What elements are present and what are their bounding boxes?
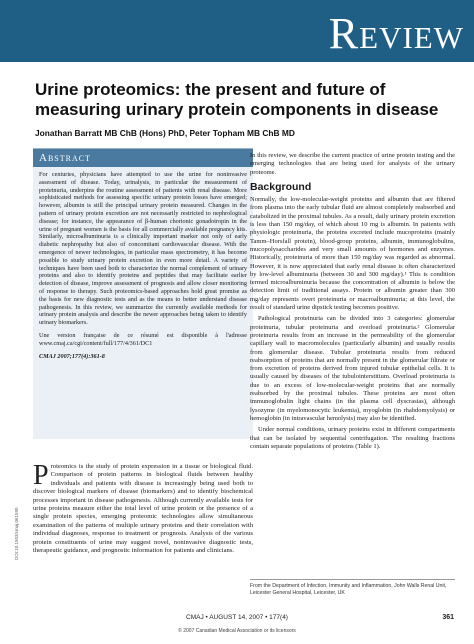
affiliation-divider	[250, 579, 455, 580]
background-paragraph-3: Under normal conditions, urinary proteins exist in different compartments that can be isolated by sequential centrifugation. The resulting fractions contain separate populations of proteins (Table 1).	[250, 426, 455, 450]
article-authors: Jonathan Barratt MB ChB (Hons) PhD, Peter Topham MB ChB MD	[35, 128, 295, 138]
background-paragraph-1: Normally, the low-molecular-weight proteins and albumin that are filtered from plasma into the early tubular fluid are almost completely reabsorbed and catabolized in the proximal tubules. As a result, daily urinary protein excretion is less than 150 mg/day, of which about 10 mg is albumin. In patients with physiologic proteinuria, the proteins excreted include mucoproteins (mainly Tamm–Horsfall protein), blood-group proteins, albumin, immunoglobulins, mucopolysaccharides and very small amounts of hormones and enzymes. Historically, proteinuria of more than 150 mg/day was regarded as abnormal. However, it is now appreciated that early renal disease is often characterized by low-level albuminuria (between 30 and 300 mg/day).¹ This is condition termed microalbuminuria because the concentration of albumin is below the detection limit of traditional assays. Protein or albumin greater than 300 mg/day represents overt proteinuria or macroalbuminuria; at this level, the result of standard urine dipstick testing becomes positive.	[250, 196, 455, 312]
author-affiliation: From the Department of Infection, Immunity and Inflammation, John Walls Renal Unit, Leicester General Hospital, Leicester, UK	[250, 583, 447, 596]
abstract-text: For centuries, physicians have attempted to use the urine for noninvasive assessment of disease. Today, urinalysis, in particular the measurement of proteinuria, underpins the routine assessment of patients with renal disease. More sophisticated methods for assessing specific urinary protein losses have emerged; however, albumin is still the principal urinary protein measured. Changes in the pattern of urinary protein excretion are not necessarily restricted to nephrological disease; for instance, the appearance of β-human chorionic gonadotropin in the urine of pregnant women is the basis for all commercially available pregnancy kits. Similarly, microalbuminuria is a clinically important marker not only of early diabetic nephropathy but also of concomitant cardiovascular disease. With the emergence of newer technologies, in particular mass spectrometry, it has become possible to study urinary protein excretion in even more detail. A variety of techniques have been used both to characterize the normal complement of urinary proteins and also to identify proteins and peptides that may facilitate earlier detection of disease, improve assessment of prognosis and allow closer monitoring of response to therapy. Such proteomics-based approaches hold great promise as the basis for new diagnostic tests and as the means to better understand disease pathogenesis. In this review, we summarize the currently available methods for urinary protein analysis and describe the newer approaches being taken to identify urinary biomarkers.	[39, 171, 247, 327]
abstract-body	[33, 167, 253, 369]
intro-text: roteomics is the study of protein expression in a tissue or biological fluid. Comparison of protein patterns in biological fluids between healthy individuals and patients with disease is increasingly being used both to discover biological markers of disease (biomarkers) and to identify biochemical processes important in disease pathogenesis. Although currently available tests for urine proteins measure either the total level of urine protein or the presence of a single protein species, emerging proteomic technologies allow simultaneous examination of the patterns of multiple urinary proteins and their correlation with individual diagnoses, response to treatment or prognosis. Analysis of the various protein constituents of urine may suggest novel, noninvasive diagnostic tests, therapeutic guidance, and prognostic information for patients and clinicians.	[33, 463, 253, 555]
citation: CMAJ 2007;177(4):361-8	[39, 352, 105, 360]
main-column	[250, 152, 455, 454]
review-banner	[0, 0, 474, 62]
article-title: Urine proteomics: the present and future of measuring urinary protein components in disease	[35, 80, 439, 119]
dropcap-letter: P	[33, 460, 49, 491]
abstract-heading: Abstract	[33, 149, 253, 167]
page-number: 361	[442, 614, 454, 621]
lead-paragraph: In this review, we describe the current practice of urine protein testing and the emerging technologies that are being used for analysis of the urinary proteome.	[250, 152, 455, 176]
background-paragraph-2: Pathological proteinuria can be divided into 3 categories: glomerular proteinuria, tubular proteinuria and overload proteinuria.² Glomerular proteinuria results from an increase in the permeability of the glomerular capillary wall to macromolecules (particularly albumin) and usually results from glomerular disease. Tubular proteinuria results from reduced reabsorption of proteins that are normally present in the glomerular filtrate or from excretion of proteins derived from injured tubular epithelial cells. It is usually caused by diseases of the tubulointerstitium. Overload proteinuria is due to an excess of low-molecular-weight proteins that are normally reabsorbed by the proximal tubules. These proteins are most often immunoglobulin light chains (in the plasma cell dyscrasias), although lysozyme (in myelomonocytic leukemia), myoglobin (in rhabdomyolysis) or hemoglobin (in intravascular hemolysis) may also be identified.	[250, 315, 455, 422]
section-heading-background: Background	[250, 180, 312, 193]
french-version-note[interactable]: Une version française de ce résumé est disponible à l'adresse www.cmaj.ca/cgi/content/full/177/4/361/DC1	[39, 331, 247, 347]
section-label: Review	[328, 9, 464, 58]
intro-paragraph	[33, 460, 253, 555]
copyright-line: © 2007 Canadian Medical Association or its licensors	[178, 628, 296, 634]
journal-footer: CMAJ • AUGUST 14, 2007 • 177(4)	[186, 614, 288, 621]
abstract-box	[33, 148, 253, 439]
doi-label: DOI:10.1503/cmaj.061590	[14, 507, 19, 560]
